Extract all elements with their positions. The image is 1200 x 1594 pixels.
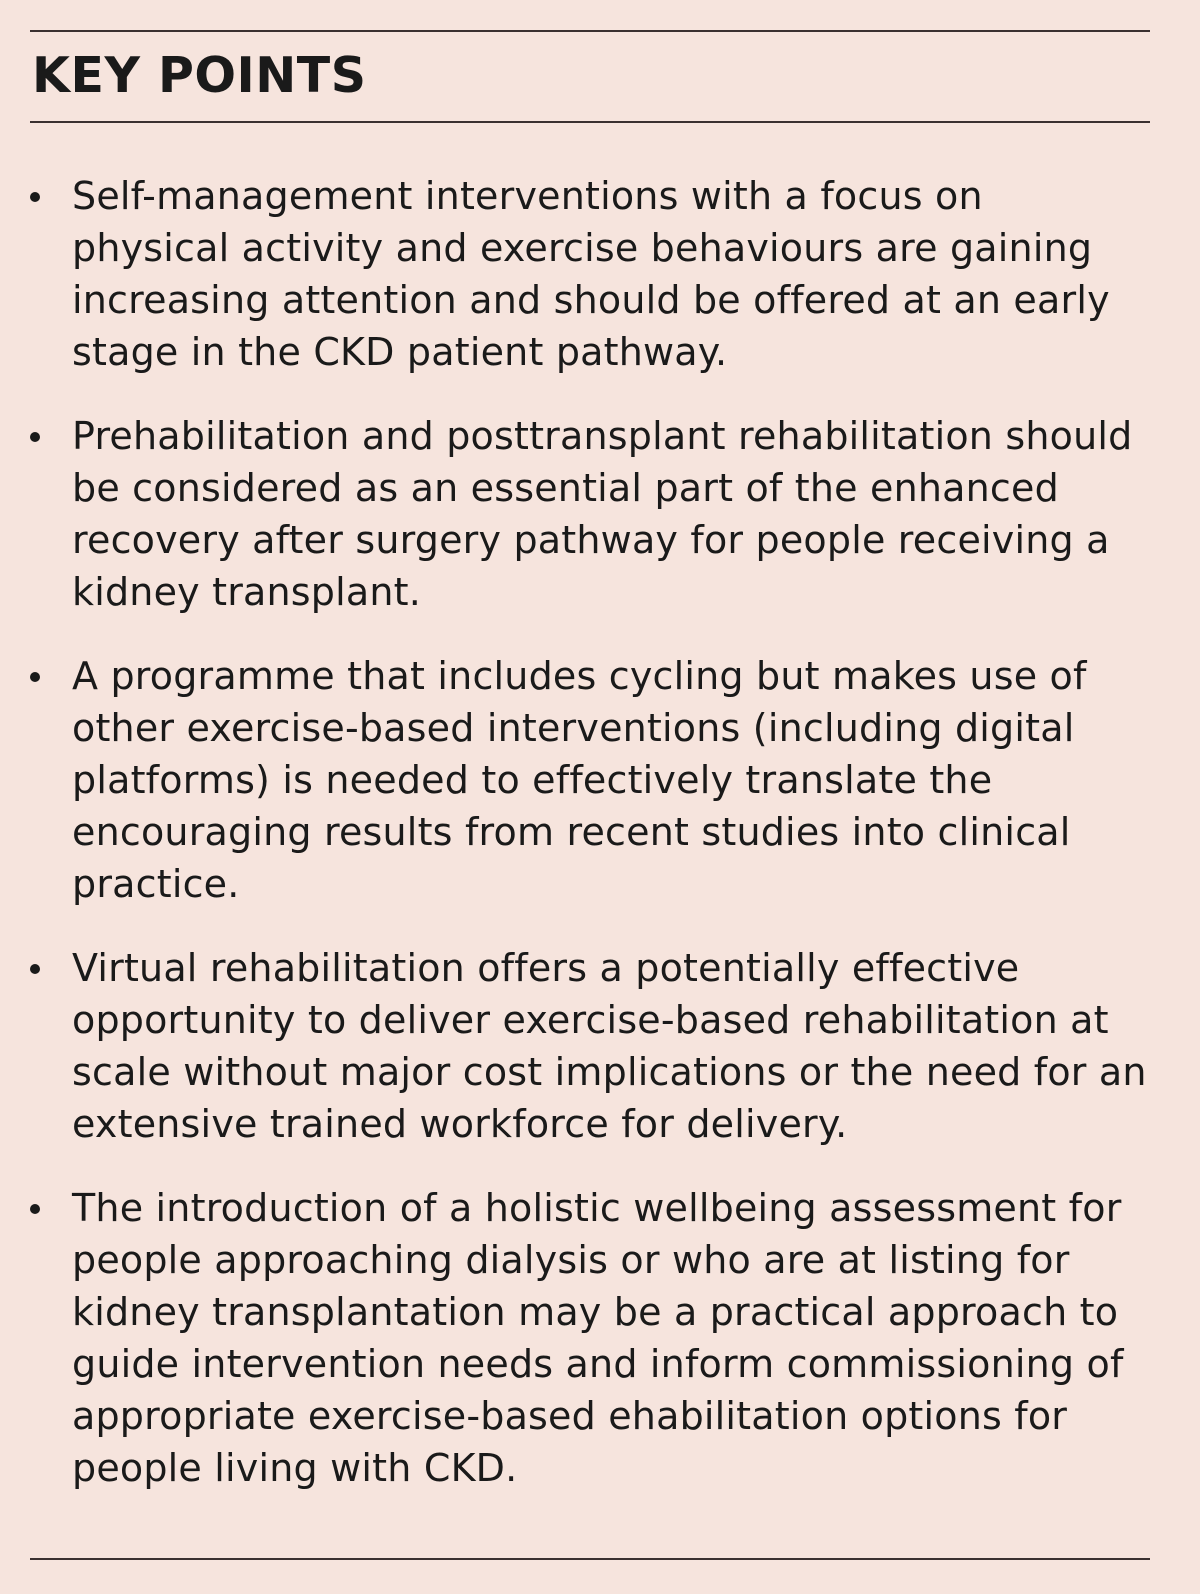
bullet-icon [30, 432, 40, 442]
heading-divider [30, 121, 1150, 123]
key-point-item [30, 170, 1150, 378]
key-point-item [30, 942, 1150, 1150]
key-point-text: Virtual rehabilitation offers a potentially effective opportunity to deliver exercise-based rehabilitation at scale without major cost implications or the need for an extensive trained workforce for delivery. [72, 946, 1147, 1146]
key-point-item [30, 410, 1150, 618]
bullet-icon [30, 964, 40, 974]
key-point-text: The introduction of a holistic wellbeing assessment for people approaching dialysis or who are at listing for kidney transplantation may be a practical approach to guide intervention needs and inform commissioning of appropriate exercise-based ehabilitation options for people living with CKD. [72, 1186, 1124, 1490]
key-point-text: Prehabilitation and posttransplant rehabilitation should be considered as an essential part of the enhanced recovery after surgery pathway for people receiving a kidney transplant. [72, 414, 1133, 614]
top-divider [30, 30, 1150, 32]
key-point-text: Self-management interventions with a focus on physical activity and exercise behaviours are gaining increasing attention and should be offered at an early stage in the CKD patient pathway. [72, 174, 1110, 374]
key-point-text: A programme that includes cycling but makes use of other exercise-based interventions (including digital platforms) is needed to effectively translate the encouraging results from recent studies into clinical practice. [72, 654, 1087, 906]
key-points-heading: KEY POINTS [32, 47, 367, 104]
key-point-item [30, 650, 1150, 910]
bullet-icon [30, 192, 40, 202]
key-points-list [30, 170, 1150, 1526]
bottom-divider [30, 1558, 1150, 1560]
key-point-item [30, 1182, 1150, 1494]
bullet-icon [30, 672, 40, 682]
bullet-icon [30, 1204, 40, 1214]
